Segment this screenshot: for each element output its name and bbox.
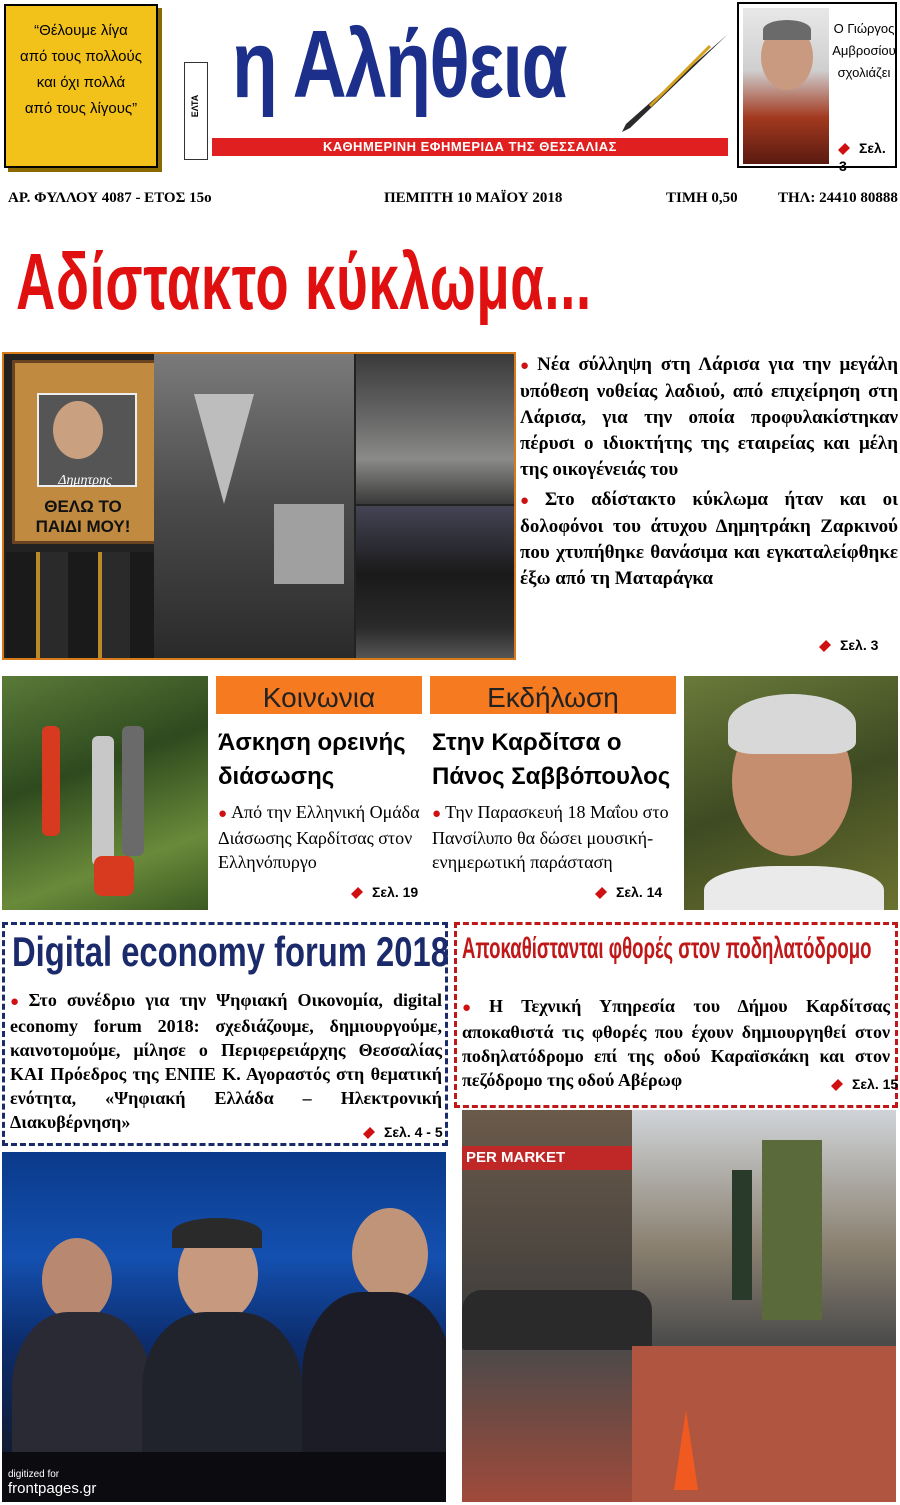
stamp-label: ΕΛΤΑ xyxy=(190,94,200,118)
page-ref: Σελ. 14 xyxy=(616,884,663,900)
society-text xyxy=(218,800,424,874)
newspaper-logo[interactable]: η Αλήθεια xyxy=(232,11,567,118)
page-ref: Σελ. 15 xyxy=(852,1076,899,1092)
diamond-icon xyxy=(819,640,831,652)
event-text xyxy=(432,800,672,874)
page-ref: Σελ. 3 xyxy=(840,637,879,653)
quote-box xyxy=(4,4,158,168)
bullet-icon: ● xyxy=(462,1000,486,1016)
main-headline[interactable]: Αδίστακτο κύκλωμα... xyxy=(16,237,592,326)
page-ref: Σελ. 3 xyxy=(839,140,886,174)
columnist-name-line: Αμβροσίου xyxy=(832,43,896,58)
columnist-box[interactable] xyxy=(737,2,897,174)
musician-portrait[interactable] xyxy=(684,676,898,910)
society-title[interactable]: Άσκηση ορεινής διάσωσης xyxy=(218,729,406,790)
story-paragraph xyxy=(520,352,898,483)
diamond-icon xyxy=(351,887,363,899)
diamond-icon xyxy=(363,1127,375,1139)
paragraph-text: Στο αδίστακτο κύκλωμα ήταν και οι δολοφόνοι του άτυχου Δημητράκη Ζαρκινού που χτυπήθηκε θανάσιμα και εγκαταλείφθηκε έξω από τη Ματαράγκα xyxy=(520,489,898,589)
page-ref: Σελ. 19 xyxy=(372,884,419,900)
poster-image xyxy=(12,360,158,544)
columnist-page-ref xyxy=(839,140,895,176)
event-text-body: Την Παρασκευή 18 Μαΐου στο Πανσίλυπο θα δώσει μουσική-ενημερωτική παράσταση xyxy=(432,802,669,872)
columnist-name xyxy=(831,18,897,84)
oil-cans-image xyxy=(6,552,154,658)
bullet-icon: ● xyxy=(520,493,541,509)
bikeway-text-body: Η Τεχνική Υπηρεσία του Δήμου Καρδίτσας αποκαθιστά τις φθορές που έχουν δημιουργηθεί στον ποδηλατόδρομο επί της οδού Καραϊσκάκη και στον πεζόδρομο της οδού Αβέρωφ xyxy=(462,996,891,1090)
event-page-ref xyxy=(596,884,662,902)
diamond-icon xyxy=(595,887,607,899)
credit-line: digitized for xyxy=(8,1469,60,1480)
issue-date: ΠΕΜΠΤΗ 10 ΜΑΪΟΥ 2018 xyxy=(384,190,563,206)
quill-pen-icon xyxy=(560,28,730,138)
main-story-page-ref xyxy=(820,637,878,655)
quote-line: από τους λίγους” xyxy=(24,100,138,117)
quote-line: και όχι πολλά xyxy=(36,74,126,91)
diamond-icon xyxy=(831,1079,843,1091)
digital-text-body: Στο συνέδριο για την Ψηφιακή Οικονομία, digital economy forum 2018: σχεδιάζουμε, δημιουργούμε, καινοτομούμε, μίλησε ο Περιφερειάρχης Θεσσαλίας ΚΑΙ Πρόεδρος της ΕΝΠΕ Κ. Αγοραστός στη θεματική ενότητα, «Ψηφιακή Ελλάδα – Ηλεκτρονική Διακυβέρνηση» xyxy=(10,990,442,1132)
phone: ΤΗΛ: 24410 80888 xyxy=(778,190,898,206)
rescue-photo[interactable] xyxy=(2,676,208,910)
credit-line: frontpages.gr xyxy=(8,1480,97,1497)
society-text-body: Από την Ελληνική Ομάδα Διάσωσης Καρδίτσας στον Ελληνόπυργο xyxy=(218,802,420,872)
bullet-icon: ● xyxy=(432,806,442,822)
columnist-name-line: σχολιάζει xyxy=(837,65,891,80)
street-photo[interactable] xyxy=(462,1110,896,1502)
columnist-photo xyxy=(743,8,829,164)
tagline: ΚΑΘΗΜΕΡΙΝΗ ΕΦΗΜΕΡΙΔΑ ΤΗΣ ΘΕΣΣΑΛΙΑΣ xyxy=(212,138,728,156)
forum-photo[interactable] xyxy=(2,1152,446,1502)
quote-line: από τους πολλούς xyxy=(20,48,142,65)
postal-stamp xyxy=(184,62,208,160)
car-image xyxy=(356,506,516,658)
bikeway-text xyxy=(462,994,890,1092)
event-title[interactable]: Στην Καρδίτσα ο Πάνος Σαββόπουλος xyxy=(432,729,671,790)
issue-number: ΑΡ. ΦΥΛΛΟΥ 4087 - ΕΤΟΣ 15ο xyxy=(8,190,212,206)
bikeway-title[interactable]: Αποκαθίστανται φθορές στον ποδηλατόδρομο xyxy=(462,932,872,965)
diamond-icon xyxy=(838,143,850,155)
price: ΤΙΜΗ 0,50 xyxy=(666,190,738,206)
car-image xyxy=(356,354,516,504)
digitized-credit xyxy=(8,1468,96,1496)
paragraph-text: Νέα σύλληψη στη Λάρισα για την μεγάλη υπόθεση νοθείας λαδιού, από επιχείρηση στη Λάρισα, για την οποία προφυλακίστηκαν πέρυσι ο ιδιοκτήτης της εταιρείας και μέλη της οικογένειάς του xyxy=(520,354,899,480)
columnist-name-line: Ο Γιώργος xyxy=(833,21,895,36)
bullet-icon: ● xyxy=(10,994,25,1010)
poster-text: ΘΕΛΩ ΤΟ ΠΑΙΔΙ ΜΟΥ! xyxy=(35,497,131,536)
page-ref: Σελ. 4 - 5 xyxy=(384,1124,443,1140)
main-story-photo[interactable] xyxy=(2,352,516,660)
shop-sign: PER MARKET xyxy=(462,1146,632,1170)
digital-page-ref xyxy=(364,1124,443,1142)
factory-image xyxy=(154,354,354,658)
poster-name: Δημητρης xyxy=(58,473,112,488)
bikeway-page-ref xyxy=(832,1076,898,1094)
main-story-text xyxy=(520,352,898,596)
society-page-ref xyxy=(352,884,418,902)
category-society[interactable]: Κοινωνια xyxy=(216,676,422,714)
digital-text xyxy=(10,988,442,1134)
bullet-icon: ● xyxy=(218,806,228,822)
digital-title[interactable]: Digital economy forum 2018 xyxy=(12,928,449,975)
story-paragraph xyxy=(520,487,898,592)
category-event[interactable]: Εκδήλωση xyxy=(430,676,676,714)
quote-line: “Θέλουμε λίγα xyxy=(34,22,128,39)
bullet-icon: ● xyxy=(520,358,534,374)
